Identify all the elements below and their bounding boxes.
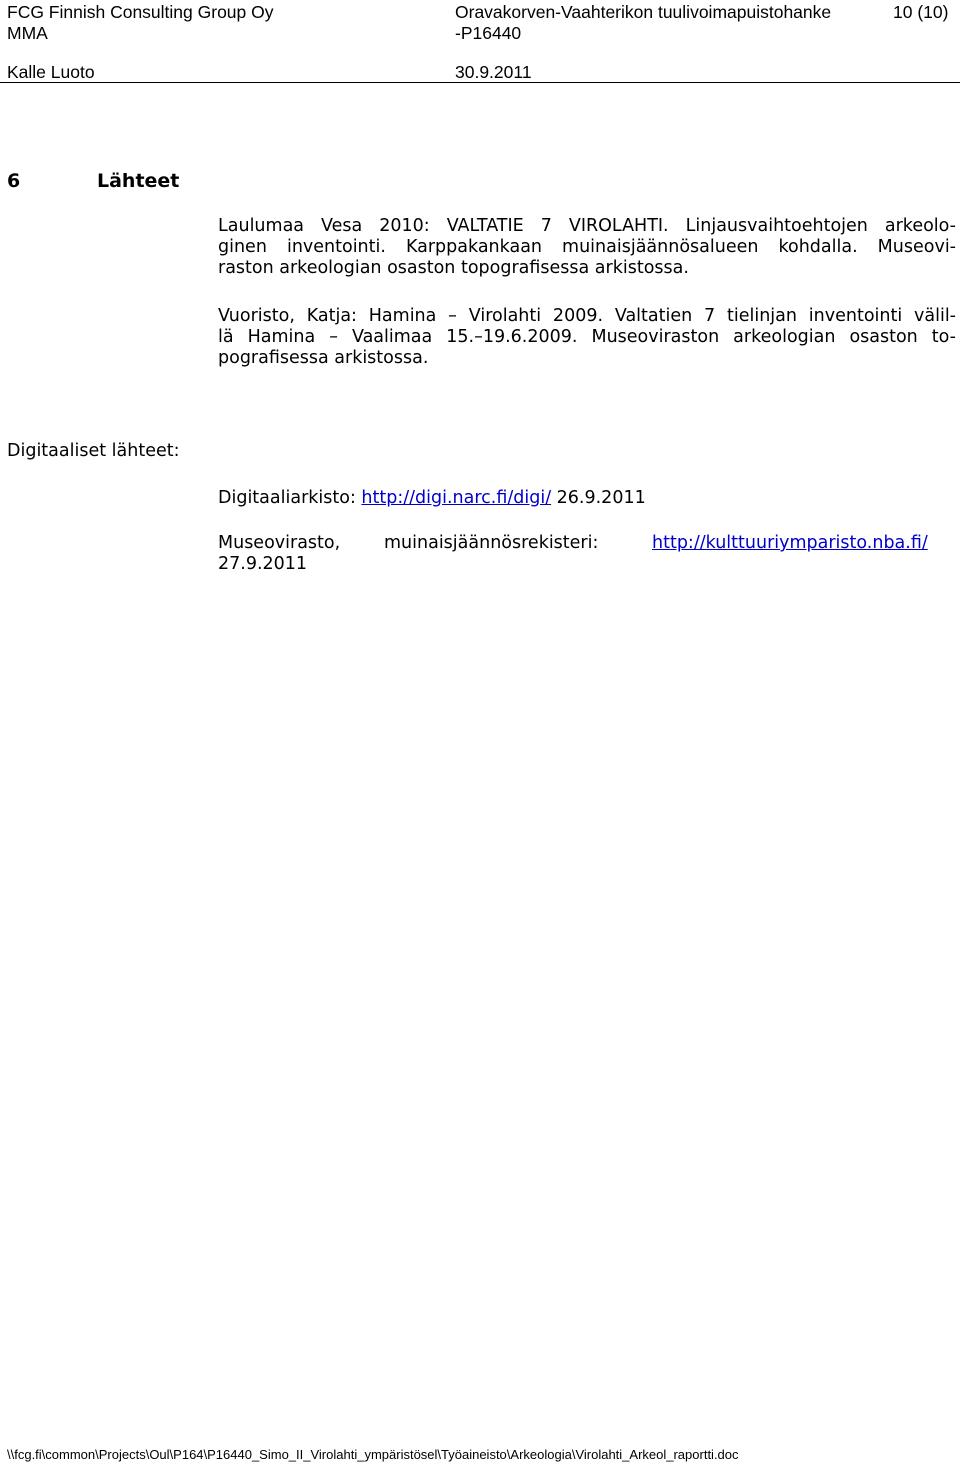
- header-author: Kalle Luoto: [7, 62, 95, 82]
- digital-source-museovirasto-date: 27.9.2011: [218, 554, 308, 574]
- footer-file-path: \\fcg.fi\common\Projects\Oul\P164\P16440_Simo_II_Virolahti_ympäristösel\Työaineisto\Arkeologia\Virolahti_Arkeol_raportti.doc: [7, 1447, 739, 1462]
- digital-source-digiarkisto: [218, 488, 646, 509]
- digital-source-prefix: Digitaaliarkisto:: [218, 488, 362, 508]
- digital-sources-label: Digitaaliset lähteet:: [7, 441, 180, 461]
- reference-line: raston arkeologian osaston topografisessa arkistossa.: [218, 258, 689, 278]
- kulttuuriymparisto-link[interactable]: http://kulttuuriymparisto.nba.fi/: [652, 533, 928, 553]
- digital-source-date: 26.9.2011: [551, 488, 646, 508]
- section-number: 6: [7, 170, 21, 192]
- reference-line: Vuoristo, Katja: Hamina – Virolahti 2009. Valtatien 7 tielinjan inventointi välil-: [218, 306, 956, 326]
- header-project-code: -P16440: [455, 23, 522, 43]
- header-rule: [0, 82, 960, 83]
- digital-source-museovirasto-word2: muinaisjäännösrekisteri:: [384, 533, 599, 553]
- reference-line: Laulumaa Vesa 2010: VALTATIE 7 VIROLAHTI. Linjausvaihtoehtojen arkeolo-: [218, 216, 956, 236]
- reference-laulumaa: [218, 216, 956, 279]
- header-page-number: 10 (10): [893, 2, 949, 22]
- header-date: 30.9.2011: [455, 62, 532, 82]
- reference-line: pografisessa arkistossa.: [218, 348, 429, 368]
- digiarkisto-link[interactable]: http://digi.narc.fi/digi/: [361, 488, 552, 508]
- reference-line: ginen inventointi. Karppakankaan muinaisjäännösalueen kohdalla. Museovi-: [218, 237, 956, 257]
- header-department: MMA: [7, 23, 48, 43]
- reference-vuoristo: [218, 306, 956, 369]
- digital-source-museovirasto-word1: Museovirasto,: [218, 533, 341, 553]
- reference-line: lä Hamina – Vaalimaa 15.–19.6.2009. Museoviraston arkeologian osaston to-: [218, 327, 956, 347]
- header-project-title: Oravakorven-Vaahterikon tuulivoimapuistohanke: [455, 2, 832, 22]
- section-title: Lähteet: [97, 170, 180, 192]
- header-company: FCG Finnish Consulting Group Oy: [7, 2, 274, 22]
